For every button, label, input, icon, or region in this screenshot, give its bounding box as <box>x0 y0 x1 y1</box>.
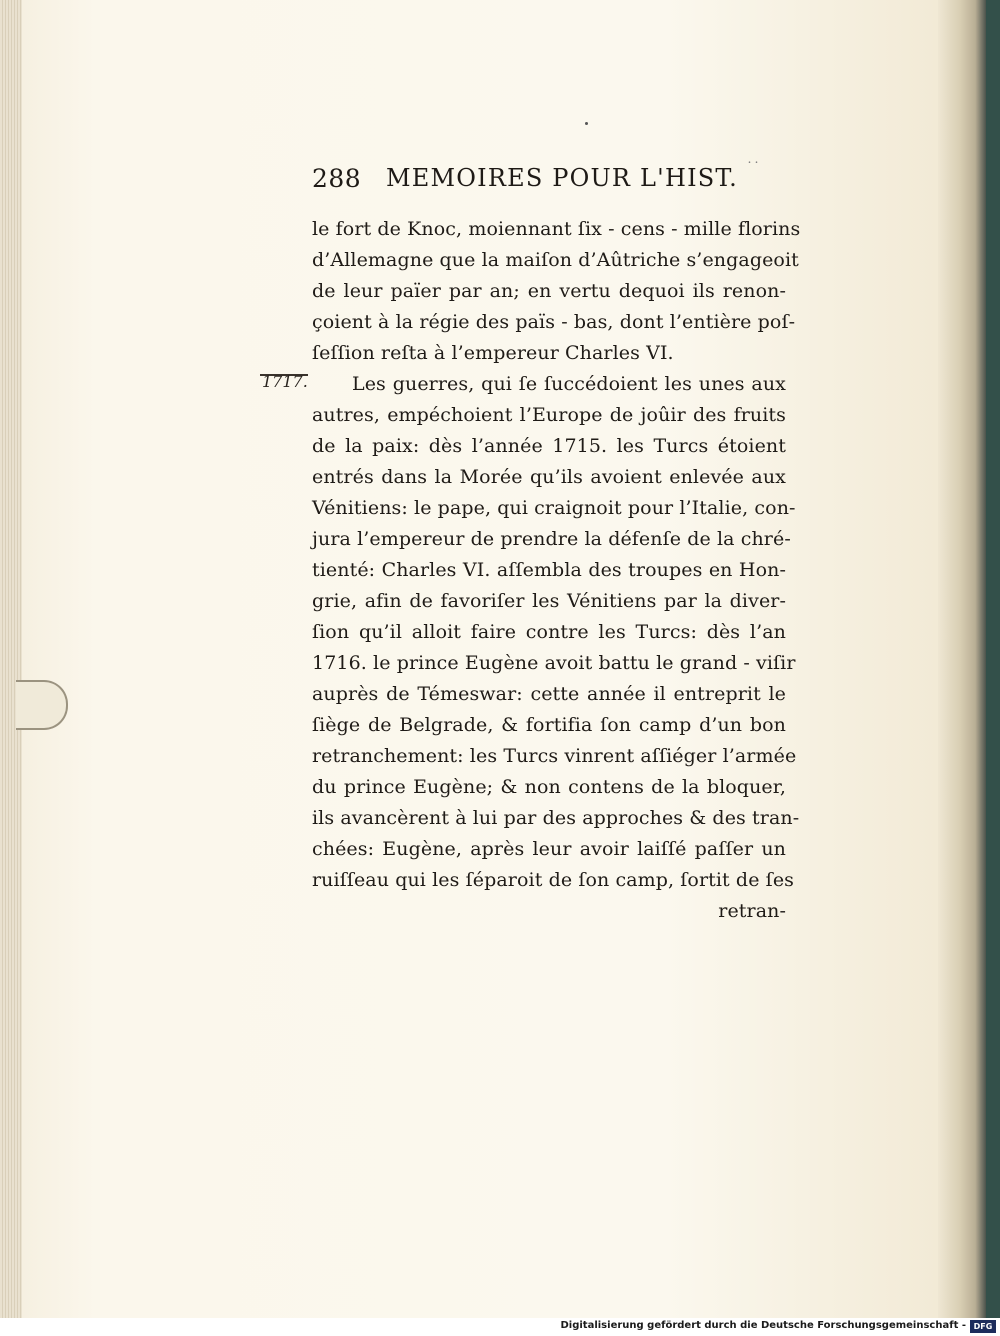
text-line: ſeſſion reſta à l’empereur Charles VI. <box>312 342 674 364</box>
text-line: çoient à la régie des païs - bas, dont l’entière poſ- <box>312 311 796 333</box>
text-line: ils avancèrent à lui par des approches & des tran- <box>312 807 800 829</box>
text-line: du prince Eugène; & non contens de la bloquer, <box>312 776 786 798</box>
text-line: grie, afin de favoriſer les Vénitiens par la diver- <box>312 590 786 612</box>
text-line: Les guerres, qui ſe ſuccédoient les unes aux <box>352 373 786 395</box>
text-line: ruiſſeau qui les ſéparoit de ſon camp, ſortit de ſes <box>312 869 795 891</box>
page-clip-tab <box>16 680 68 730</box>
funding-credit: Digitalisierung gefördert durch die Deutsche Forschungsgemeinschaft - <box>560 1320 966 1331</box>
running-head: MEMOIRES POUR L'HIST. <box>386 164 738 192</box>
text-line: jura l’empereur de prendre la défenſe de la chré- <box>312 528 791 550</box>
text-line: auprès de Témeswar: cette année il entreprit le <box>312 683 786 705</box>
text-line: Vénitiens: le pape, qui craignoit pour l’Italie, con- <box>312 497 796 519</box>
text-line: de leur païer par an; en vertu dequoi ils renon- <box>312 280 786 302</box>
text-line: ſion qu’il alloit faire contre les Turcs: dès l’an <box>312 621 786 643</box>
header-mark: ˙˙ <box>746 160 760 176</box>
text-line: de la paix: dès l’année 1715. les Turcs étoient <box>312 435 786 457</box>
page-header <box>312 160 812 200</box>
text-line: le fort de Knoc, moiennant ſix - cens - mille florins <box>312 218 801 240</box>
text-line: 1716. le prince Eugène avoit battu le grand - viſir <box>312 652 796 674</box>
margin-note-year: 1717. <box>262 372 308 391</box>
text-line: entrés dans la Morée qu’ils avoient enlevée aux <box>312 466 786 488</box>
ink-dot <box>585 122 588 125</box>
text-line: retranchement: les Turcs vinrent aſſiéger l’armée <box>312 745 797 767</box>
text-line: chées: Eugène, après leur avoir laiſſé paſſer un <box>312 838 786 860</box>
text-line: ſiège de Belgrade, & fortifia ſon camp d’un bon <box>312 714 786 736</box>
body-text <box>312 214 801 927</box>
text-line: autres, empéchoient l’Europe de joûir des fruits <box>312 404 786 426</box>
text-line: d’Allemagne que la maiſon d’Aûtriche s’engageoit <box>312 249 799 271</box>
dfg-logo: DFG <box>970 1320 996 1333</box>
text-line: tienté: Charles VI. aſſembla des troupes en Hon- <box>312 559 786 581</box>
catchword: retran- <box>718 900 786 922</box>
footer-bar <box>0 1318 1000 1336</box>
book-leaves-edge <box>0 0 23 1318</box>
book-spine-gutter <box>938 0 1000 1318</box>
page-number: 288 <box>312 164 362 193</box>
